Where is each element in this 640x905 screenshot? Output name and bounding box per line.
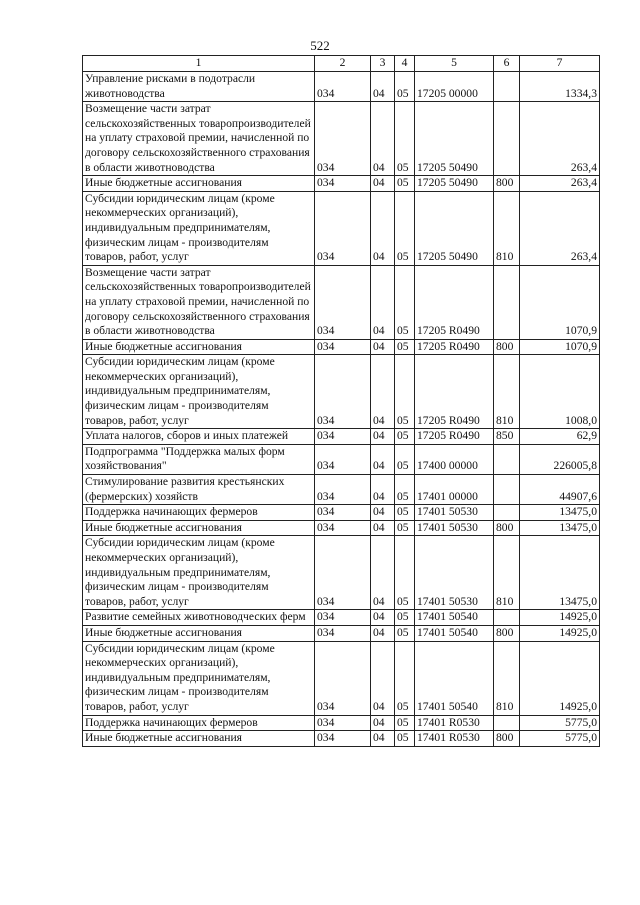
amount-cell: 226005,8 <box>520 444 600 474</box>
subsection-cell: 05 <box>395 429 415 445</box>
amount-cell: 14925,0 <box>520 625 600 641</box>
target-article-cell: 17401 50540 <box>415 641 494 715</box>
amount-cell: 5775,0 <box>520 731 600 747</box>
row-description: Поддержка начинающих фермеров <box>83 715 315 731</box>
table-row <box>83 191 600 265</box>
admin-code-cell: 034 <box>315 429 371 445</box>
target-article-cell: 17401 50540 <box>415 625 494 641</box>
row-description: Стимулирование развития крестьянских (фермерских) хозяйств <box>83 475 315 505</box>
amount-cell: 14925,0 <box>520 641 600 715</box>
subsection-cell: 05 <box>395 444 415 474</box>
table-row <box>83 72 600 102</box>
subsection-cell: 05 <box>395 641 415 715</box>
target-article-cell: 17205 50490 <box>415 191 494 265</box>
table-row <box>83 625 600 641</box>
expense-type-cell <box>494 72 520 102</box>
target-article-cell: 17205 00000 <box>415 72 494 102</box>
amount-cell: 14925,0 <box>520 610 600 626</box>
row-description: Иные бюджетные ассигнования <box>83 339 315 355</box>
subsection-cell: 05 <box>395 536 415 610</box>
column-header: 1 <box>83 56 315 72</box>
table-row <box>83 475 600 505</box>
section-cell: 04 <box>371 731 395 747</box>
admin-code-cell: 034 <box>315 339 371 355</box>
section-cell: 04 <box>371 475 395 505</box>
amount-cell: 13475,0 <box>520 536 600 610</box>
admin-code-cell: 034 <box>315 72 371 102</box>
row-description: Иные бюджетные ассигнования <box>83 520 315 536</box>
row-description: Возмещение части затрат сельскохозяйственных товаропроизводителей на уплату страховой премии, начисленной по договору сельскохозяйственного страхования в области животноводства <box>83 265 315 339</box>
target-article-cell: 17401 00000 <box>415 475 494 505</box>
expense-type-cell <box>494 505 520 521</box>
admin-code-cell: 034 <box>315 102 371 176</box>
expense-type-cell: 800 <box>494 625 520 641</box>
expense-type-cell <box>494 610 520 626</box>
column-header: 2 <box>315 56 371 72</box>
admin-code-cell: 034 <box>315 505 371 521</box>
table-row <box>83 536 600 610</box>
subsection-cell: 05 <box>395 520 415 536</box>
section-cell: 04 <box>371 520 395 536</box>
amount-cell: 263,4 <box>520 191 600 265</box>
table-row <box>83 715 600 731</box>
amount-cell: 13475,0 <box>520 505 600 521</box>
expense-type-cell <box>494 715 520 731</box>
amount-cell: 263,4 <box>520 102 600 176</box>
admin-code-cell: 034 <box>315 176 371 192</box>
row-description: Развитие семейных животноводческих ферм <box>83 610 315 626</box>
amount-cell: 13475,0 <box>520 520 600 536</box>
table-row <box>83 731 600 747</box>
subsection-cell: 05 <box>395 625 415 641</box>
admin-code-cell: 034 <box>315 355 371 429</box>
column-header: 5 <box>415 56 494 72</box>
section-cell: 04 <box>371 265 395 339</box>
amount-cell: 62,9 <box>520 429 600 445</box>
expense-type-cell: 800 <box>494 520 520 536</box>
table-row <box>83 339 600 355</box>
page-number: 522 <box>310 38 330 53</box>
subsection-cell: 05 <box>395 505 415 521</box>
row-description: Иные бюджетные ассигнования <box>83 176 315 192</box>
subsection-cell: 05 <box>395 176 415 192</box>
target-article-cell: 17401 50530 <box>415 505 494 521</box>
row-description: Субсидии юридическим лицам (кроме некоммерческих организаций), индивидуальным предпринимателям, физическим лицам - производителям товаров, работ, услуг <box>83 536 315 610</box>
amount-cell: 1008,0 <box>520 355 600 429</box>
expense-type-cell: 800 <box>494 731 520 747</box>
subsection-cell: 05 <box>395 355 415 429</box>
table-row <box>83 505 600 521</box>
admin-code-cell: 034 <box>315 610 371 626</box>
section-cell: 04 <box>371 429 395 445</box>
expense-type-cell: 810 <box>494 355 520 429</box>
subsection-cell: 05 <box>395 191 415 265</box>
subsection-cell: 05 <box>395 475 415 505</box>
target-article-cell: 17205 50490 <box>415 102 494 176</box>
expense-type-cell: 800 <box>494 176 520 192</box>
row-description: Субсидии юридическим лицам (кроме некоммерческих организаций), индивидуальным предпринимателям, физическим лицам - производителям товаров, работ, услуг <box>83 641 315 715</box>
target-article-cell: 17400 00000 <box>415 444 494 474</box>
expense-type-cell <box>494 444 520 474</box>
amount-cell: 5775,0 <box>520 715 600 731</box>
table-row <box>83 444 600 474</box>
table-row <box>83 176 600 192</box>
target-article-cell: 17205 R0490 <box>415 339 494 355</box>
section-cell: 04 <box>371 625 395 641</box>
amount-cell: 263,4 <box>520 176 600 192</box>
admin-code-cell: 034 <box>315 520 371 536</box>
admin-code-cell: 034 <box>315 731 371 747</box>
amount-cell: 44907,6 <box>520 475 600 505</box>
subsection-cell: 05 <box>395 715 415 731</box>
target-article-cell: 17401 50530 <box>415 520 494 536</box>
row-description: Уплата налогов, сборов и иных платежей <box>83 429 315 445</box>
section-cell: 04 <box>371 444 395 474</box>
admin-code-cell: 034 <box>315 444 371 474</box>
admin-code-cell: 034 <box>315 641 371 715</box>
admin-code-cell: 034 <box>315 715 371 731</box>
subsection-cell: 05 <box>395 731 415 747</box>
column-header-row <box>83 56 600 72</box>
row-description: Субсидии юридическим лицам (кроме некоммерческих организаций), индивидуальным предпринимателям, физическим лицам - производителям товаров, работ, услуг <box>83 191 315 265</box>
subsection-cell: 05 <box>395 265 415 339</box>
section-cell: 04 <box>371 191 395 265</box>
column-header: 4 <box>395 56 415 72</box>
section-cell: 04 <box>371 355 395 429</box>
table-row <box>83 429 600 445</box>
section-cell: 04 <box>371 641 395 715</box>
amount-cell: 1070,9 <box>520 265 600 339</box>
target-article-cell: 17205 R0490 <box>415 429 494 445</box>
section-cell: 04 <box>371 339 395 355</box>
admin-code-cell: 034 <box>315 475 371 505</box>
target-article-cell: 17205 R0490 <box>415 265 494 339</box>
expense-type-cell: 850 <box>494 429 520 445</box>
table-row <box>83 520 600 536</box>
section-cell: 04 <box>371 102 395 176</box>
target-article-cell: 17401 R0530 <box>415 715 494 731</box>
expense-type-cell: 810 <box>494 536 520 610</box>
target-article-cell: 17401 50530 <box>415 536 494 610</box>
section-cell: 04 <box>371 505 395 521</box>
admin-code-cell: 034 <box>315 191 371 265</box>
table-row <box>83 610 600 626</box>
row-description: Иные бюджетные ассигнования <box>83 731 315 747</box>
admin-code-cell: 034 <box>315 536 371 610</box>
table-row <box>83 355 600 429</box>
admin-code-cell: 034 <box>315 265 371 339</box>
subsection-cell: 05 <box>395 339 415 355</box>
table-row <box>83 102 600 176</box>
expense-type-cell <box>494 265 520 339</box>
target-article-cell: 17205 50490 <box>415 176 494 192</box>
expense-type-cell: 810 <box>494 641 520 715</box>
target-article-cell: 17401 50540 <box>415 610 494 626</box>
row-description: Возмещение части затрат сельскохозяйственных товаропроизводителей на уплату страховой премии, начисленной по договору сельскохозяйственного страхования в области животноводства <box>83 102 315 176</box>
section-cell: 04 <box>371 715 395 731</box>
row-description: Подпрограмма "Поддержка малых форм хозяйствования" <box>83 444 315 474</box>
section-cell: 04 <box>371 72 395 102</box>
column-header: 6 <box>494 56 520 72</box>
expense-type-cell: 800 <box>494 339 520 355</box>
amount-cell: 1070,9 <box>520 339 600 355</box>
subsection-cell: 05 <box>395 102 415 176</box>
amount-cell: 1334,3 <box>520 72 600 102</box>
expense-type-cell <box>494 475 520 505</box>
budget-table <box>82 55 600 747</box>
section-cell: 04 <box>371 610 395 626</box>
row-description: Субсидии юридическим лицам (кроме некоммерческих организаций), индивидуальным предпринимателям, физическим лицам - производителям товаров, работ, услуг <box>83 355 315 429</box>
row-description: Иные бюджетные ассигнования <box>83 625 315 641</box>
target-article-cell: 17401 R0530 <box>415 731 494 747</box>
target-article-cell: 17205 R0490 <box>415 355 494 429</box>
column-header: 3 <box>371 56 395 72</box>
row-description: Управление рисками в подотрасли животноводства <box>83 72 315 102</box>
row-description: Поддержка начинающих фермеров <box>83 505 315 521</box>
admin-code-cell: 034 <box>315 625 371 641</box>
section-cell: 04 <box>371 176 395 192</box>
subsection-cell: 05 <box>395 72 415 102</box>
table-row <box>83 641 600 715</box>
section-cell: 04 <box>371 536 395 610</box>
table-row <box>83 265 600 339</box>
expense-type-cell <box>494 102 520 176</box>
expense-type-cell: 810 <box>494 191 520 265</box>
column-header: 7 <box>520 56 600 72</box>
subsection-cell: 05 <box>395 610 415 626</box>
